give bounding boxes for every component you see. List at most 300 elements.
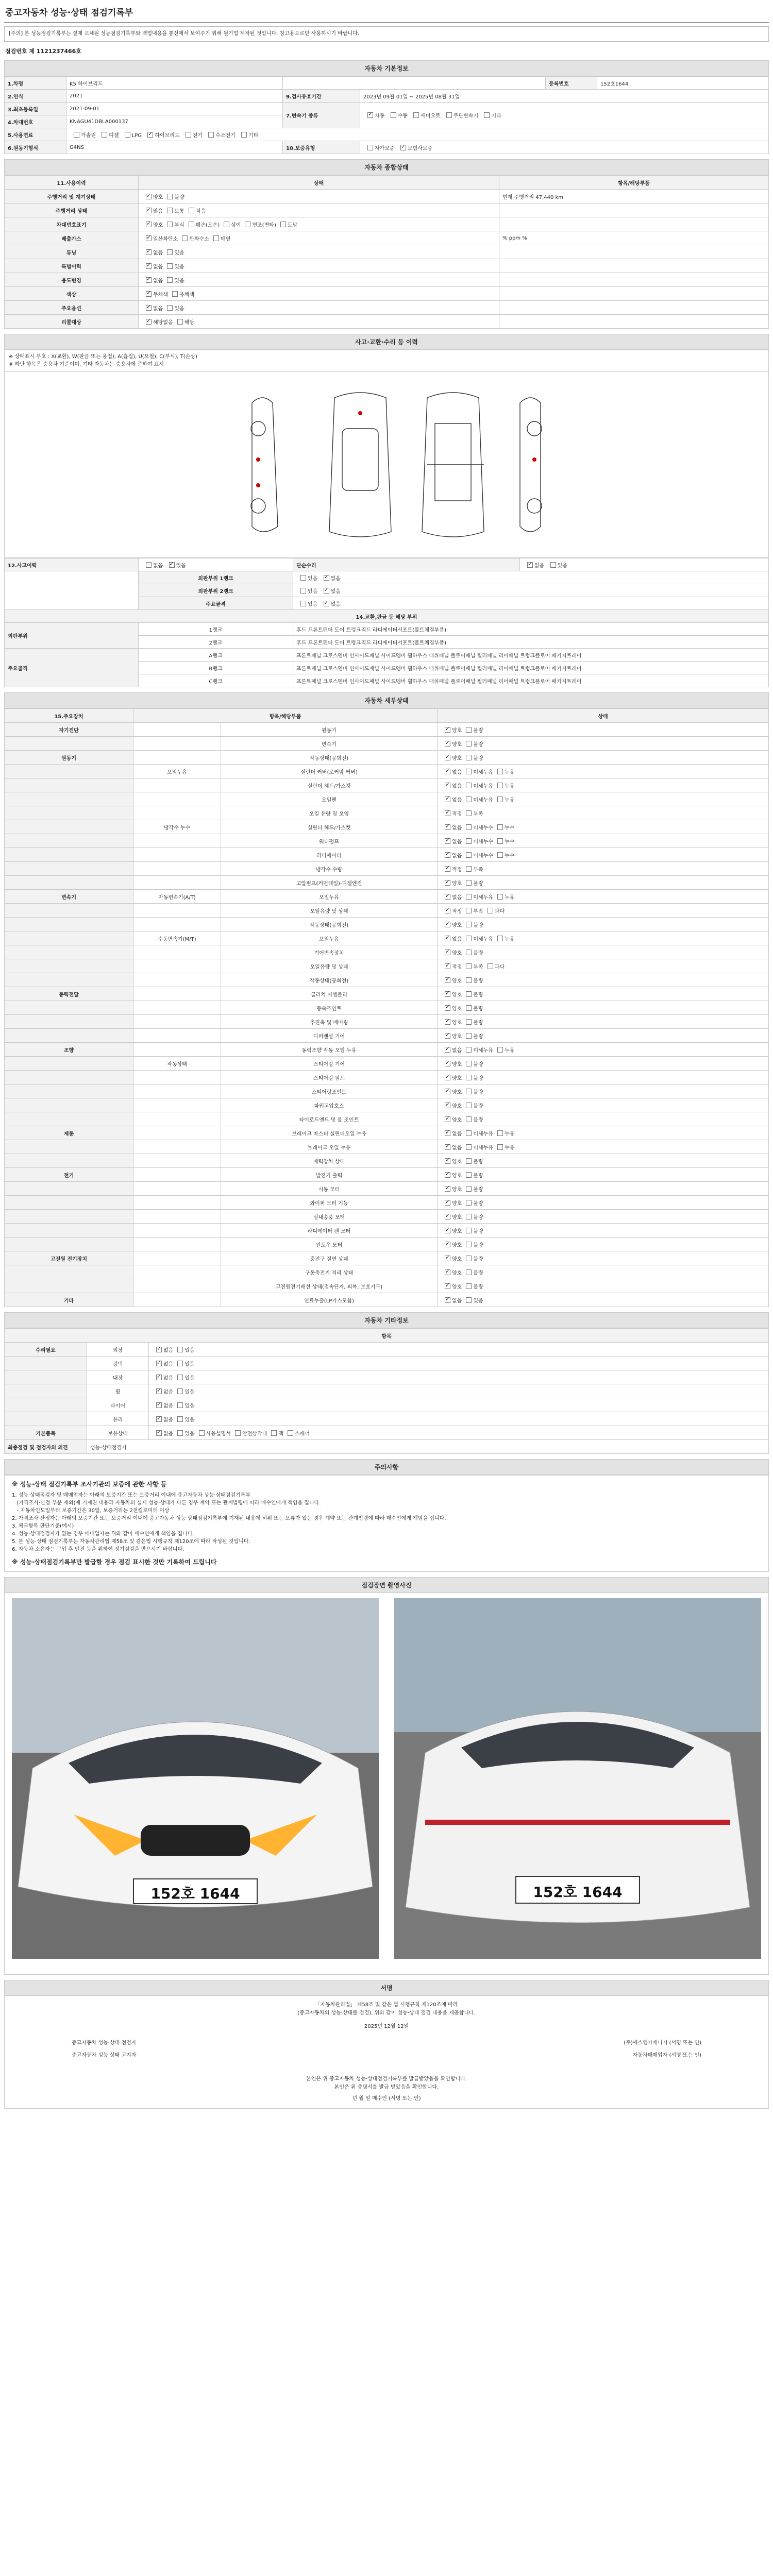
detail-options xyxy=(438,1126,769,1140)
checkbox[interactable] xyxy=(466,810,472,816)
checkbox[interactable] xyxy=(224,222,229,227)
detail-item: 파워고압호스 xyxy=(221,1098,438,1112)
checkbox[interactable] xyxy=(445,991,450,997)
checkbox[interactable] xyxy=(466,1103,472,1108)
checkbox[interactable] xyxy=(445,866,450,872)
opt-label: 불량 xyxy=(473,1214,483,1221)
detail-head-sub: 항목/해당부품 xyxy=(133,709,438,723)
detail-options xyxy=(438,820,769,834)
checkbox[interactable] xyxy=(324,588,329,594)
checkbox[interactable] xyxy=(146,291,152,297)
checkbox[interactable] xyxy=(167,249,173,255)
opt-label: 일산화탄소 xyxy=(153,236,178,242)
detail-item: 디퍼렌셜 기어 xyxy=(221,1029,438,1043)
detail-group: 기타 xyxy=(5,1293,133,1307)
opt-label: 미세누유 xyxy=(473,783,493,789)
checkbox[interactable] xyxy=(445,936,450,941)
detail-row xyxy=(5,792,769,806)
detail-row xyxy=(5,751,769,765)
checkbox[interactable] xyxy=(497,1144,503,1150)
detail-options xyxy=(438,890,769,904)
detail-group xyxy=(5,806,133,820)
detail-row xyxy=(5,848,769,862)
checkbox[interactable] xyxy=(466,838,472,844)
checkbox[interactable] xyxy=(146,562,152,568)
checkbox[interactable] xyxy=(466,1089,472,1094)
checkbox[interactable] xyxy=(445,783,450,788)
checkbox[interactable] xyxy=(466,852,472,858)
opt-label: 양호 xyxy=(452,992,462,998)
checkbox[interactable] xyxy=(156,1347,162,1352)
detail-item: 등속조인트 xyxy=(221,1001,438,1015)
checkbox[interactable] xyxy=(156,1430,162,1436)
checkbox[interactable] xyxy=(466,866,472,872)
basic-table xyxy=(4,76,769,154)
other-table xyxy=(4,1328,769,1454)
checkbox[interactable] xyxy=(466,963,472,969)
opt-label: 없음 xyxy=(452,797,462,803)
checkbox[interactable] xyxy=(466,1242,472,1247)
detail-options xyxy=(438,931,769,945)
checkbox[interactable] xyxy=(466,1214,472,1219)
checkbox[interactable] xyxy=(527,562,533,568)
checkbox[interactable] xyxy=(199,1430,205,1436)
checkbox[interactable] xyxy=(102,132,107,138)
checkbox[interactable] xyxy=(445,1047,450,1053)
detail-item: 실린더 헤드/가스켓 xyxy=(221,820,438,834)
checkbox[interactable] xyxy=(445,908,450,913)
checkbox[interactable] xyxy=(167,305,173,311)
checkbox[interactable] xyxy=(300,588,306,594)
detail-group xyxy=(5,973,133,987)
checkbox[interactable] xyxy=(146,249,152,255)
checkbox[interactable] xyxy=(445,1283,450,1289)
detail-sub: 오일누유 xyxy=(133,765,221,778)
checkbox[interactable] xyxy=(466,894,472,900)
detail-options xyxy=(438,848,769,862)
detail-item: 냉각수 수량 xyxy=(221,862,438,876)
general-row-label: 리콜대상 xyxy=(5,315,139,329)
opt-label: 불량 xyxy=(473,1089,483,1095)
detail-sub xyxy=(133,1168,221,1182)
checkbox[interactable] xyxy=(466,741,472,747)
general-row-note: % ppm % xyxy=(499,231,769,245)
caution-line: 5. 본 성능·상태 점검기록부는 자동차관리법 제58조 및 같은법 시행규칙 제120조에 따라 작성된 것입니다. xyxy=(12,1539,250,1545)
checkbox[interactable] xyxy=(445,1158,450,1164)
checkbox[interactable] xyxy=(466,880,472,886)
checkbox[interactable] xyxy=(445,755,450,760)
checkbox[interactable] xyxy=(445,894,450,900)
other-options xyxy=(149,1357,769,1370)
opt-label: 미세누수 xyxy=(473,853,493,859)
checkbox[interactable] xyxy=(466,1256,472,1261)
checkbox[interactable] xyxy=(167,222,173,227)
checkbox[interactable] xyxy=(235,1430,241,1436)
checkbox[interactable] xyxy=(497,838,503,844)
checkbox[interactable] xyxy=(497,852,503,858)
rear-plate: 152호 1644 xyxy=(533,1884,623,1901)
checkbox[interactable] xyxy=(367,112,373,118)
opt-label: 수동 xyxy=(397,113,408,119)
checkbox[interactable] xyxy=(445,1214,450,1219)
checkbox[interactable] xyxy=(172,291,178,297)
checkbox[interactable] xyxy=(466,1200,472,1206)
checkbox[interactable] xyxy=(156,1416,162,1422)
checkbox[interactable] xyxy=(466,1186,472,1192)
detail-sub xyxy=(133,987,221,1001)
checkbox[interactable] xyxy=(146,277,152,283)
opt-label: 없음 xyxy=(452,783,462,789)
checkbox[interactable] xyxy=(445,1075,450,1080)
page-title: 중고자동차 성능·상태 점검기록부 xyxy=(4,2,769,23)
checkbox[interactable] xyxy=(445,1033,450,1039)
checkbox[interactable] xyxy=(445,1005,450,1011)
checkbox[interactable] xyxy=(445,838,450,844)
detail-row xyxy=(5,1279,769,1293)
checkbox[interactable] xyxy=(445,1269,450,1275)
checkbox[interactable] xyxy=(466,769,472,774)
detail-item: 연료누출(LP가스포함) xyxy=(221,1293,438,1307)
detail-group xyxy=(5,1029,133,1043)
checkbox[interactable] xyxy=(466,1172,472,1178)
opt-label: LPG xyxy=(131,132,142,139)
checkbox[interactable] xyxy=(445,1256,450,1261)
opt-label: 불량 xyxy=(473,978,483,984)
detail-sub xyxy=(133,1098,221,1112)
detail-options xyxy=(438,987,769,1001)
checkbox[interactable] xyxy=(177,1347,183,1352)
frame-parts: 프론트패널 크로스멤버 인사이드패널 사이드멤버 휠하우스 대쉬패널 플로어패널 필러패널 리어패널 트렁크플로어 패키지트레이 xyxy=(293,662,769,674)
checkbox[interactable] xyxy=(445,1172,450,1178)
checkbox[interactable] xyxy=(497,796,503,802)
checkbox[interactable] xyxy=(146,235,152,241)
detail-row xyxy=(5,1154,769,1168)
opt-label: 있음 xyxy=(174,306,184,312)
checkbox[interactable] xyxy=(488,908,493,913)
checkbox[interactable] xyxy=(466,796,472,802)
checkbox[interactable] xyxy=(177,319,183,325)
inspect-period-label: 9.검사유효기간 xyxy=(283,90,360,103)
checkbox[interactable] xyxy=(177,1375,183,1380)
other-item: 타이어 xyxy=(87,1398,149,1412)
signer-value: 자동차매매업자 (서명 또는 인) xyxy=(632,2053,701,2058)
detail-row xyxy=(5,1293,769,1307)
checkbox[interactable] xyxy=(445,824,450,830)
detail-group xyxy=(5,834,133,848)
opt-label: 양호 xyxy=(452,1284,462,1290)
other-options xyxy=(149,1426,769,1440)
opt-label: 불량 xyxy=(473,992,483,998)
checkbox[interactable] xyxy=(146,208,152,213)
checkbox[interactable] xyxy=(466,1019,472,1025)
checkbox[interactable] xyxy=(288,1430,293,1436)
checkbox[interactable] xyxy=(445,950,450,955)
detail-row xyxy=(5,945,769,959)
signer-value: (주)에스엠카매니저 (서명 또는 인) xyxy=(624,2040,701,2046)
opt-label: 누유 xyxy=(504,783,515,789)
opt-label: 없음 xyxy=(153,264,163,270)
detail-options xyxy=(438,945,769,959)
detail-options xyxy=(438,862,769,876)
signer-label: 중고자동차 성능·상태 점검자 xyxy=(72,2040,137,2046)
opt-label: 있음 xyxy=(174,264,184,270)
general-row-options xyxy=(139,204,499,217)
checkbox[interactable] xyxy=(466,1130,472,1136)
checkbox[interactable] xyxy=(167,194,173,199)
checkbox[interactable] xyxy=(189,222,194,227)
outer-rank: 2랭크 xyxy=(139,636,293,649)
general-row-label: 주요옵션 xyxy=(5,301,139,315)
checkbox[interactable] xyxy=(300,575,306,581)
other-group xyxy=(5,1357,87,1370)
general-row xyxy=(5,315,769,329)
checkbox[interactable] xyxy=(445,1103,450,1108)
checkbox[interactable] xyxy=(169,562,175,568)
general-row-options xyxy=(139,217,499,231)
checkbox[interactable] xyxy=(466,1033,472,1039)
general-row-label: 튜닝 xyxy=(5,245,139,259)
checkbox[interactable] xyxy=(445,1144,450,1150)
warranty-options xyxy=(360,141,769,154)
detail-sub xyxy=(133,1001,221,1015)
checkbox[interactable] xyxy=(445,1186,450,1192)
checkbox[interactable] xyxy=(466,991,472,997)
checkbox[interactable] xyxy=(488,963,493,969)
checkbox[interactable] xyxy=(146,194,152,199)
checkbox[interactable] xyxy=(497,783,503,788)
opt-label: 양호 xyxy=(452,1187,462,1193)
checkbox[interactable] xyxy=(156,1361,162,1366)
checkbox[interactable] xyxy=(497,824,503,830)
checkbox[interactable] xyxy=(445,1019,450,1025)
checkbox[interactable] xyxy=(466,1061,472,1066)
checkbox[interactable] xyxy=(213,235,219,241)
detail-item: 원동기 xyxy=(221,723,438,737)
car-diagram-svg xyxy=(231,382,551,547)
checkbox[interactable] xyxy=(445,810,450,816)
checkbox[interactable] xyxy=(445,1297,450,1303)
checkbox[interactable] xyxy=(466,1116,472,1122)
checkbox[interactable] xyxy=(146,263,152,269)
checkbox[interactable] xyxy=(445,769,450,774)
opt-label: 양호 xyxy=(452,922,462,928)
detail-options xyxy=(438,1210,769,1224)
checkbox[interactable] xyxy=(466,727,472,733)
checkbox[interactable] xyxy=(445,1061,450,1066)
detail-item: 라디에이터 팬 모터 xyxy=(221,1224,438,1238)
checkbox[interactable] xyxy=(146,305,152,311)
checkbox[interactable] xyxy=(445,1089,450,1094)
detail-sub: 자동변속기(A/T) xyxy=(133,890,221,904)
opt-label: 없음 xyxy=(452,839,462,845)
detail-item: 오일 유량 및 오염 xyxy=(221,806,438,820)
checkbox[interactable] xyxy=(300,601,306,606)
checkbox[interactable] xyxy=(367,145,373,150)
checkbox[interactable] xyxy=(271,1430,277,1436)
detail-item: 변속기 xyxy=(221,737,438,751)
checkbox[interactable] xyxy=(167,277,173,283)
checkbox[interactable] xyxy=(241,132,247,138)
opt-label: 누유 xyxy=(504,1145,515,1151)
checkbox[interactable] xyxy=(466,1075,472,1080)
opt-label: 양호 xyxy=(452,950,462,956)
detail-row xyxy=(5,1224,769,1238)
checkbox[interactable] xyxy=(466,1283,472,1289)
detail-group xyxy=(5,765,133,778)
detail-sub xyxy=(133,1210,221,1224)
general-row-label: 주행거리 상태 xyxy=(5,204,139,217)
detail-group xyxy=(5,1182,133,1196)
checkbox[interactable] xyxy=(74,132,79,138)
detail-options xyxy=(438,751,769,765)
checkbox[interactable] xyxy=(466,1269,472,1275)
checkbox[interactable] xyxy=(445,727,450,733)
checkbox[interactable] xyxy=(466,755,472,760)
detail-sub xyxy=(133,1238,221,1251)
detail-group xyxy=(5,945,133,959)
checkbox[interactable] xyxy=(466,1297,472,1303)
checkbox[interactable] xyxy=(466,950,472,955)
checkbox[interactable] xyxy=(156,1402,162,1408)
checkbox[interactable] xyxy=(400,145,406,150)
detail-item: 오일누유 xyxy=(221,931,438,945)
general-row-label: 특별이력 xyxy=(5,259,139,273)
checkbox[interactable] xyxy=(446,112,452,118)
checkbox[interactable] xyxy=(466,922,472,927)
opt-label: 양호 xyxy=(452,1075,462,1081)
checkbox[interactable] xyxy=(484,112,490,118)
section-caution: 주의사항 xyxy=(4,1459,769,1475)
opt-label: 미세누유 xyxy=(473,1145,493,1151)
detail-row xyxy=(5,1140,769,1154)
checkbox[interactable] xyxy=(177,1361,183,1366)
checkbox[interactable] xyxy=(391,112,396,118)
checkbox[interactable] xyxy=(186,132,191,138)
accident-legend xyxy=(4,350,769,372)
checkbox[interactable] xyxy=(466,783,472,788)
opt-label: 양호 xyxy=(452,1242,462,1248)
checkbox[interactable] xyxy=(177,1430,183,1436)
detail-item: 작동상태(공회전) xyxy=(221,918,438,931)
checkbox[interactable] xyxy=(182,235,188,241)
checkbox[interactable] xyxy=(445,922,450,927)
opt-label: 누유 xyxy=(504,1047,515,1054)
detail-sub xyxy=(133,1084,221,1098)
detail-group: 고전원 전기장치 xyxy=(5,1251,133,1265)
checkbox[interactable] xyxy=(146,319,152,325)
checkbox[interactable] xyxy=(189,208,194,213)
checkbox[interactable] xyxy=(167,208,173,213)
general-row xyxy=(5,273,769,287)
detail-options xyxy=(438,918,769,931)
detail-sub xyxy=(133,1043,221,1057)
opt-label: 부족 xyxy=(473,867,483,873)
opt-label: 불량 xyxy=(473,1006,483,1012)
checkbox[interactable] xyxy=(445,1228,450,1233)
checkbox[interactable] xyxy=(324,601,329,606)
checkbox[interactable] xyxy=(208,132,214,138)
other-group xyxy=(5,1384,87,1398)
checkbox[interactable] xyxy=(466,1228,472,1233)
checkbox[interactable] xyxy=(177,1388,183,1394)
detail-table xyxy=(4,708,769,1307)
opt-label: 누유 xyxy=(504,894,515,901)
caution-warning: ※ 성능·상태점검기록부만 발급할 경우 점검 표시한 것만 기록하여 드립니다 xyxy=(12,1558,217,1566)
checkbox[interactable] xyxy=(466,908,472,913)
checkbox[interactable] xyxy=(445,1116,450,1122)
checkbox[interactable] xyxy=(177,1416,183,1422)
checkbox[interactable] xyxy=(466,936,472,941)
detail-options xyxy=(438,765,769,778)
detail-row xyxy=(5,1238,769,1251)
checkbox[interactable] xyxy=(497,769,503,774)
detail-row xyxy=(5,890,769,904)
checkbox[interactable] xyxy=(156,1388,162,1394)
checkbox[interactable] xyxy=(497,936,503,941)
detail-options xyxy=(438,1057,769,1071)
cert-number: 점검번호 제 1121237466호 xyxy=(5,48,81,55)
checkbox[interactable] xyxy=(497,1130,503,1136)
motor-label: 6.원동기형식 xyxy=(5,141,66,154)
checkbox[interactable] xyxy=(466,1144,472,1150)
opt-label: 없음 xyxy=(163,1389,174,1395)
checkbox[interactable] xyxy=(466,977,472,983)
checkbox[interactable] xyxy=(466,1047,472,1053)
checkbox[interactable] xyxy=(445,880,450,886)
checkbox[interactable] xyxy=(445,796,450,802)
simple-repair-label: 단순수리 xyxy=(293,558,520,571)
other-options xyxy=(149,1412,769,1426)
opt-label: 과다 xyxy=(494,908,505,914)
checkbox[interactable] xyxy=(445,1200,450,1206)
opt-label: 불량 xyxy=(473,922,483,928)
checkbox[interactable] xyxy=(550,562,556,568)
checkbox[interactable] xyxy=(324,575,329,581)
checkbox[interactable] xyxy=(445,1242,450,1247)
checkbox[interactable] xyxy=(280,222,286,227)
opt-label: 자가보증 xyxy=(375,145,395,151)
car-name-label: 1.차명 xyxy=(5,77,66,90)
checkbox[interactable] xyxy=(413,112,419,118)
checkbox[interactable] xyxy=(156,1375,162,1380)
detail-options xyxy=(438,834,769,848)
checkbox[interactable] xyxy=(445,852,450,858)
notice-box: [주의] 본 성능점검기록부는 실제 교체된 성능점검기록부와 백업내용을 통신에서 보여주기 위해 원기업 제작된 것입니다. 참고용으로만 사용하시기 바랍니다. xyxy=(4,26,769,42)
checkbox[interactable] xyxy=(497,894,503,900)
checkbox[interactable] xyxy=(245,222,250,227)
checkbox[interactable] xyxy=(466,1158,472,1164)
checkbox[interactable] xyxy=(466,1005,472,1011)
opt-label: 불량 xyxy=(473,1187,483,1193)
checkbox[interactable] xyxy=(445,977,450,983)
checkbox[interactable] xyxy=(146,222,152,227)
checkbox[interactable] xyxy=(445,741,450,747)
checkbox[interactable] xyxy=(466,824,472,830)
checkbox[interactable] xyxy=(167,263,173,269)
checkbox[interactable] xyxy=(445,963,450,969)
checkbox[interactable] xyxy=(177,1402,183,1408)
opt-label: 양호 xyxy=(452,741,462,748)
opt-label: 누유 xyxy=(504,936,515,942)
checkbox[interactable] xyxy=(125,132,130,138)
frame-parts: 프론트패널 크로스멤버 인사이드패널 사이드멤버 휠하우스 대쉬패널 플로어패널 필러패널 리어패널 트렁크플로어 패키지트레이 xyxy=(293,649,769,662)
detail-sub xyxy=(133,806,221,820)
opt-label: 양호 xyxy=(452,1020,462,1026)
car-diagram xyxy=(4,372,769,558)
checkbox[interactable] xyxy=(445,1130,450,1136)
checkbox[interactable] xyxy=(147,132,153,138)
checkbox[interactable] xyxy=(497,1047,503,1053)
